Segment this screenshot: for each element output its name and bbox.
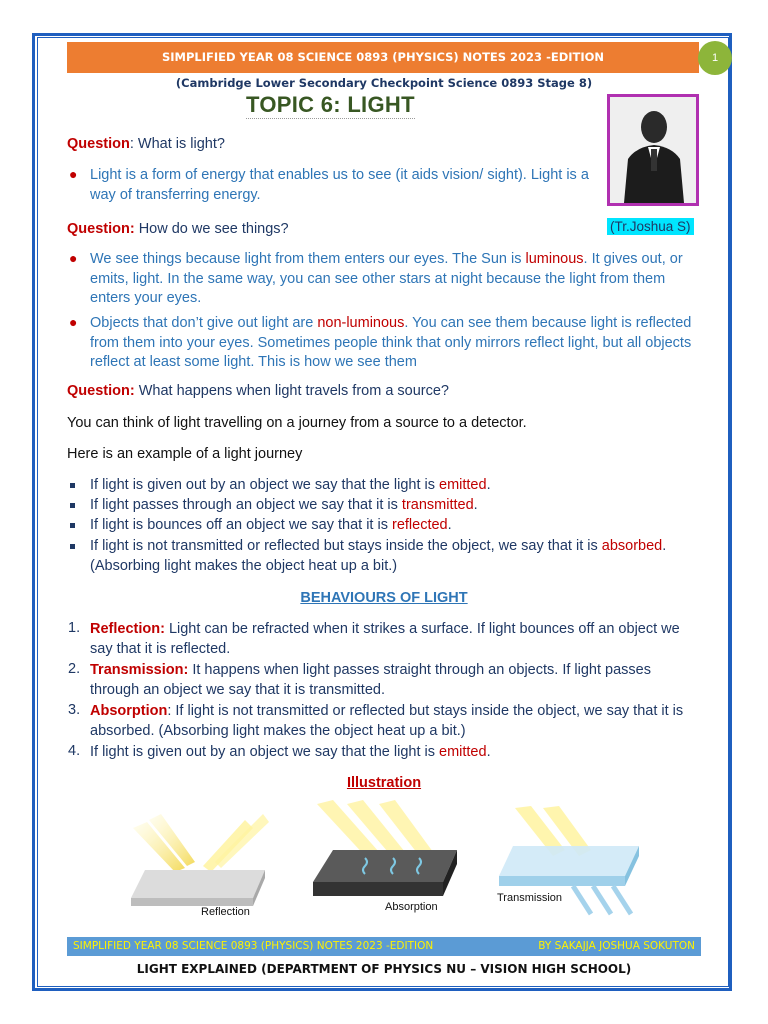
illustration-heading: Illustration: [346, 775, 422, 791]
footer-department: LIGHT EXPLAINED (DEPARTMENT OF PHYSICS NU – VISION HIGH SCHOOL): [136, 962, 632, 976]
bullet-icon: ●: [69, 250, 78, 266]
square-bullet-icon: [70, 503, 75, 508]
list-number: 4.: [68, 743, 81, 759]
highlight: reflected: [391, 517, 448, 533]
behaviours-heading: BEHAVIOURS OF LIGHT: [300, 590, 468, 606]
bullet-icon: ●: [69, 166, 78, 182]
behaviour-term: Reflection:: [90, 621, 165, 637]
question-text: : What is light?: [129, 136, 225, 152]
reflection-diagram-icon: [125, 800, 275, 922]
q1-bullet: Light is a form of energy that enables us to see (it aids vision/ sight). Light is a way of transferring energy.: [90, 167, 589, 203]
behaviour-term: Absorption: [90, 703, 168, 719]
behaviour-text: : If light is not transmitted or reflected but stays inside the object, we say that it is absorbed. (Absorbing light makes the object heat up a bit.): [90, 703, 684, 739]
header-banner: SIMPLIFIED YEAR 08 SCIENCE 0893 (PHYSICS) NOTES 2023 -EDITION: [67, 42, 699, 73]
behaviour-item: [90, 661, 702, 700]
behaviour-text: If light is given out by an object we say that the light is: [90, 744, 439, 760]
highlight: absorbed: [601, 538, 663, 554]
text-run: . (Absorbing light makes the object heat up a bit.): [90, 538, 667, 574]
highlight: emitted: [439, 744, 487, 760]
text-run: .: [473, 497, 478, 513]
question-2: [67, 220, 289, 240]
behaviour-text: Light can be refracted when it strikes a surface. If light bounces off an object we say that it is reflected.: [90, 621, 680, 657]
text-run: If light is not transmitted or reflected but stays inside the object, we say that it is: [90, 538, 602, 554]
text-run: . You can see them because light is reflected from them into your eyes. Sometimes people think that only mirrors reflect light, but all objects reflect at least some light. This is how we see them: [90, 315, 692, 370]
highlight-non-luminous: non-luminous: [317, 315, 405, 331]
text-run: . It gives out, or emits, light. In the same way, you can see other stars at night because the light from them enters your eyes.: [90, 251, 683, 306]
behaviour-item: [90, 702, 702, 741]
behaviour-text: It happens when light passes straight through an objects. If light passes through an object we say that it is transmitted.: [90, 662, 651, 698]
square-bullet-icon: [70, 544, 75, 549]
photo-caption: (Tr.Joshua S): [607, 218, 694, 235]
list-number: 3.: [68, 702, 81, 718]
question-label: Question: [67, 136, 130, 152]
paragraph: Here is an example of a light journey: [67, 446, 303, 462]
list-number: 2.: [68, 661, 81, 677]
q2-bullet-2: [90, 314, 702, 373]
highlight-luminous: luminous: [525, 251, 584, 267]
question-text: What happens when light travels from a source?: [134, 383, 449, 399]
question-label: Question:: [67, 221, 135, 237]
reflection-illustration: [125, 800, 275, 922]
absorption-illustration: [307, 800, 462, 920]
page-number-badge: 1: [698, 41, 732, 75]
illustration-label: Reflection: [201, 906, 250, 918]
highlight: transmitted: [401, 497, 474, 513]
text-run: If light passes through an object we say that it is: [90, 497, 402, 513]
teacher-portrait-image: [610, 97, 696, 203]
transmission-illustration: [493, 806, 643, 928]
teacher-photo: [607, 94, 699, 206]
square-bullet-icon: [70, 523, 75, 528]
list-item: [90, 496, 702, 516]
question-label: Question:: [67, 383, 135, 399]
list-number: 1.: [68, 620, 81, 636]
footer-bar: [67, 937, 701, 956]
text-run: Objects that don’t give out light are: [90, 315, 318, 331]
behaviour-item: [90, 620, 702, 659]
list-item: [90, 537, 702, 576]
footer-left-text: SIMPLIFIED YEAR 08 SCIENCE 0893 (PHYSICS) NOTES 2023 -EDITION: [73, 940, 434, 952]
behaviour-term: Transmission:: [90, 662, 189, 678]
illustration-label: Absorption: [385, 901, 438, 913]
text-run: .: [486, 744, 491, 760]
text-run: We see things because light from them enters our eyes. The Sun is: [90, 251, 526, 267]
paragraph: You can think of light travelling on a journey from a source to a detector.: [67, 415, 527, 431]
highlight: emitted: [439, 477, 487, 493]
header-subtitle: (Cambridge Lower Secondary Checkpoint Science 0893 Stage 8): [175, 76, 593, 90]
question-3: [67, 382, 449, 402]
text-run: .: [447, 517, 452, 533]
list-item: [90, 516, 702, 536]
topic-title: TOPIC 6: LIGHT: [246, 92, 415, 117]
list-item: [90, 476, 702, 496]
question-text: How do we see things?: [134, 221, 289, 237]
behaviour-item: [90, 743, 702, 763]
illustration-label: Transmission: [497, 892, 562, 904]
q2-bullet-1: [90, 250, 702, 309]
transmission-diagram-icon: [493, 806, 643, 928]
question-1: [67, 135, 225, 155]
footer-author: BY SAKAJJA JOSHUA SOKUTON: [538, 940, 695, 952]
bullet-icon: ●: [69, 314, 78, 330]
text-run: .: [486, 477, 491, 493]
square-bullet-icon: [70, 483, 75, 488]
text-run: If light is given out by an object we say that the light is: [90, 477, 439, 493]
text-run: If light is bounces off an object we say that it is: [90, 517, 392, 533]
